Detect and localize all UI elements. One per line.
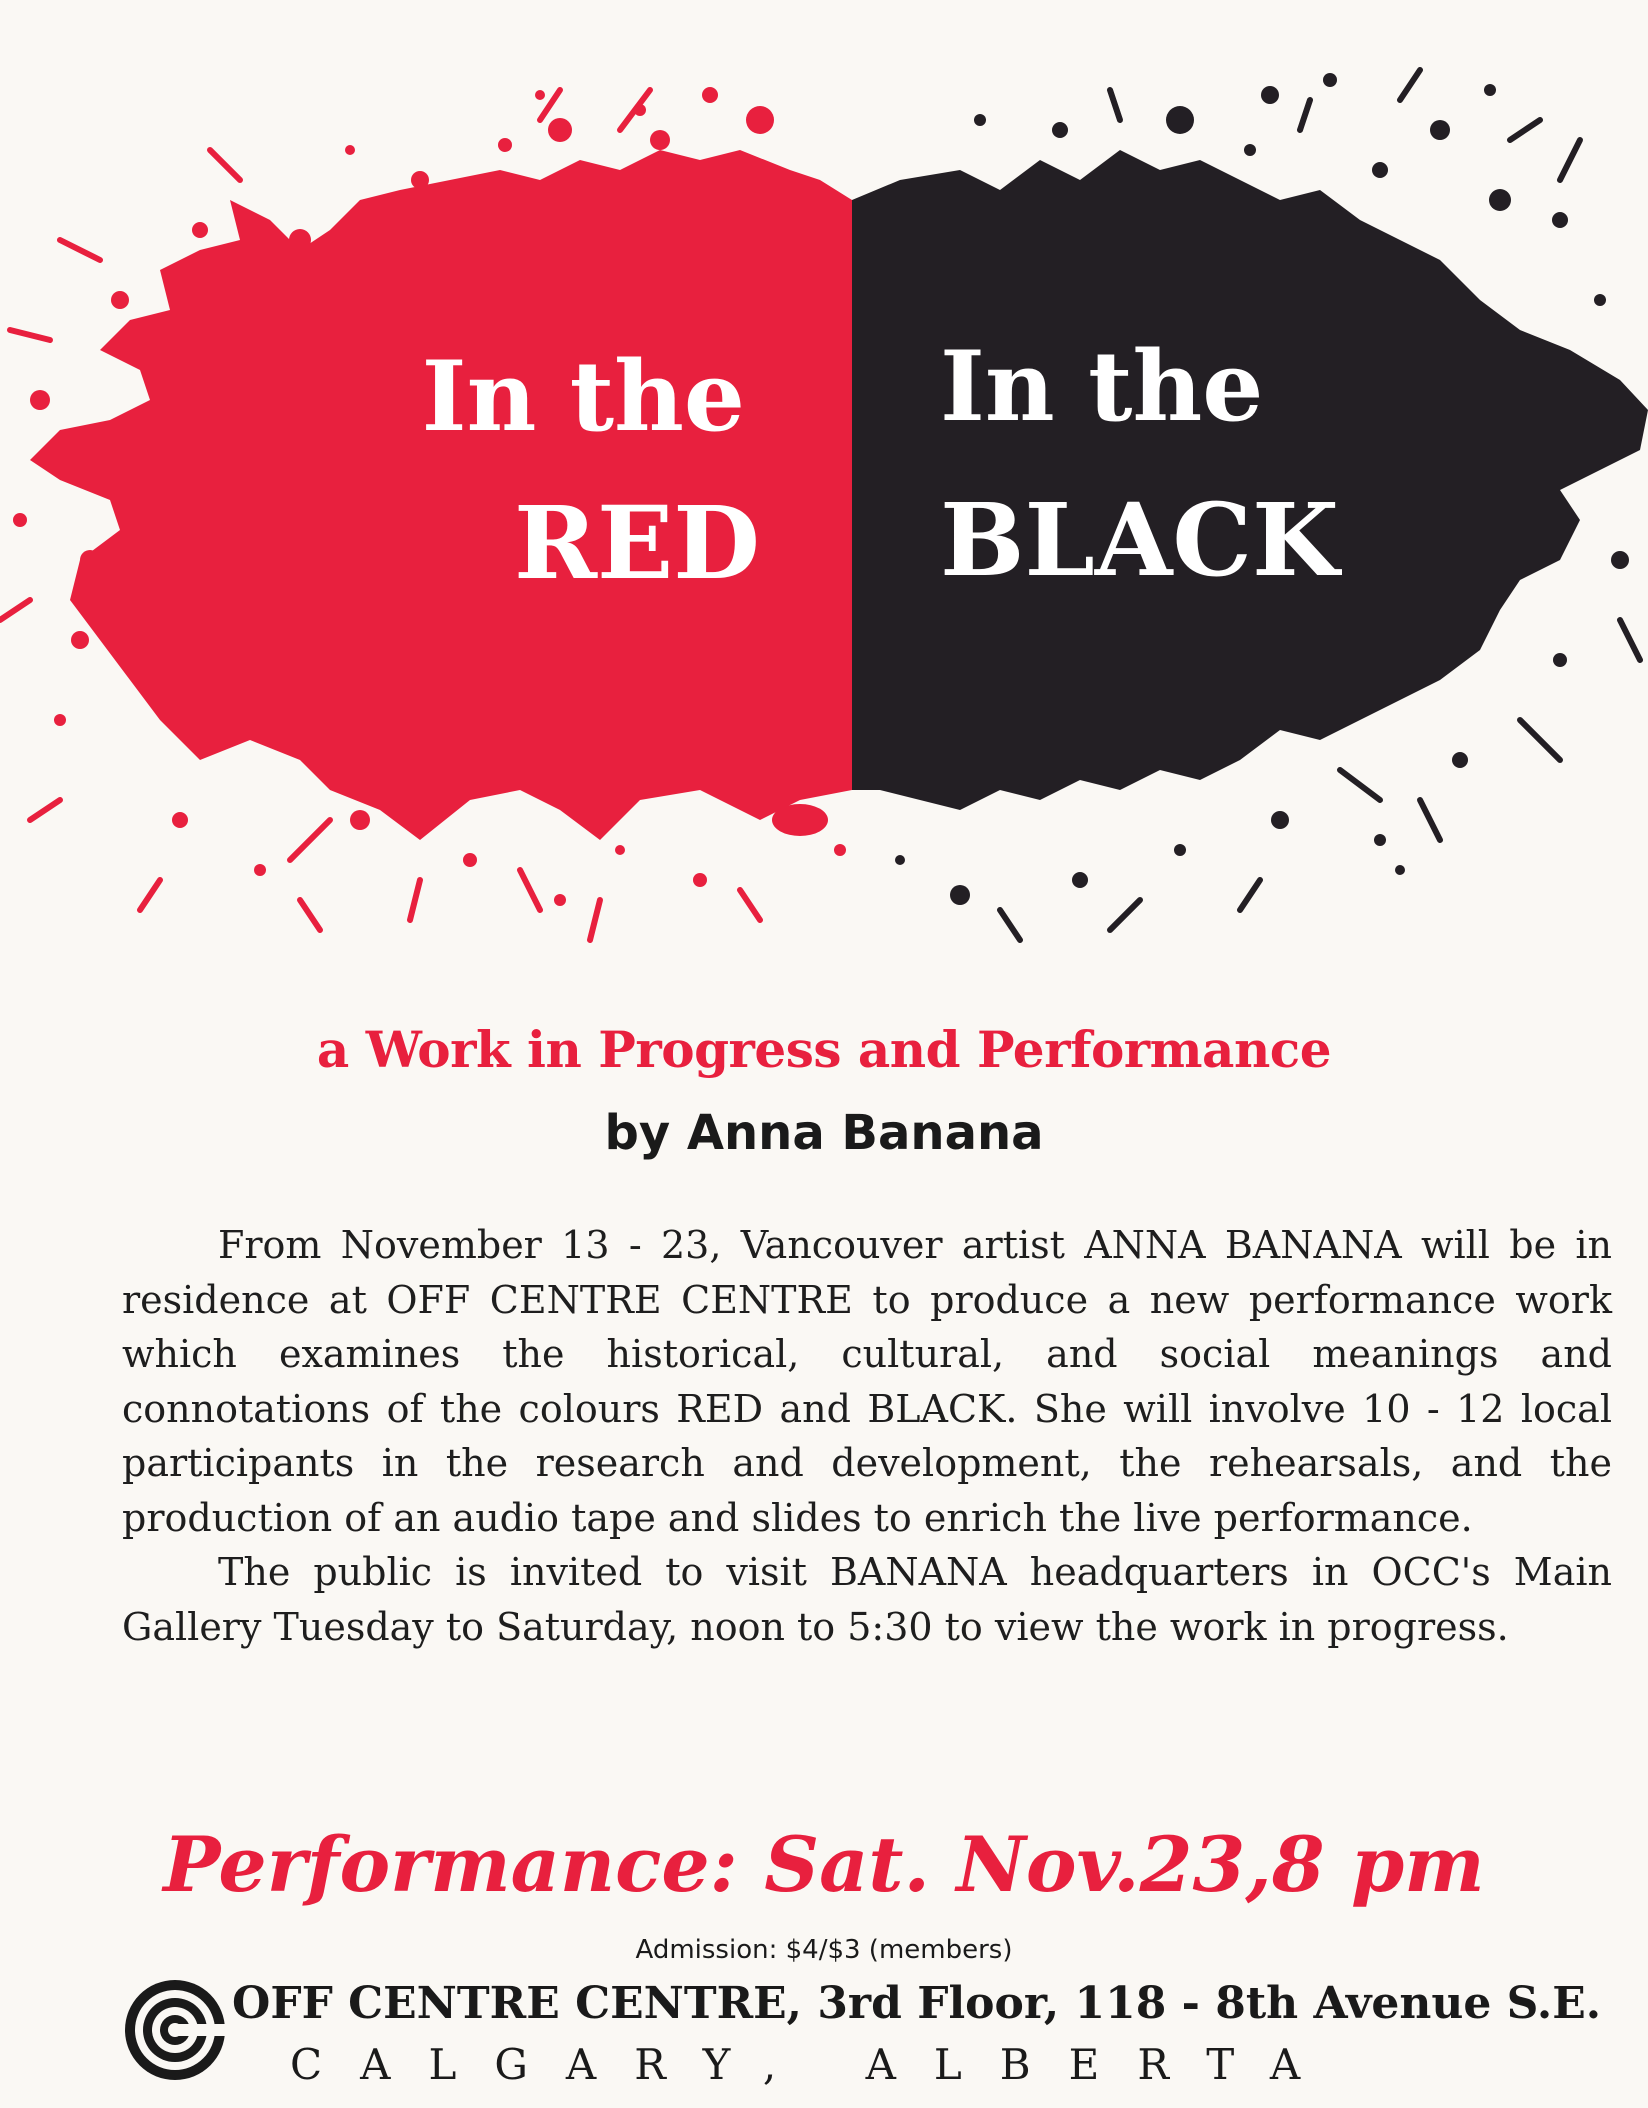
venue-address: OFF CENTRE CENTRE, 3rd Floor, 118 - 8th Avenue S.E. — [232, 1978, 1602, 2029]
title-red-line2: RED — [513, 484, 760, 602]
body-text — [122, 1218, 1612, 1654]
body-paragraph-2: The public is invited to visit BANANA headquarters in OCC's Main Gallery Tuesday to Saturday, noon to 5:30 to view the work in progress. — [122, 1550, 1612, 1649]
title-red-line1: In the — [421, 340, 745, 453]
performance-date: Performance: Sat. Nov.23,8 pm — [163, 1820, 1485, 1909]
target-logo-icon — [120, 1975, 230, 2085]
paint-splash-header — [0, 0, 1648, 960]
venue-city: CALGARY, ALBERTA — [290, 2040, 1339, 2089]
subtitle: a Work in Progress and Performance — [316, 1020, 1332, 1079]
byline: by Anna Banana — [604, 1105, 1044, 1161]
body-paragraph-1: From November 13 - 23, Vancouver artist ANNA BANANA will be in residence at OFF CENTRE CENTRE to produce a new performance work which examines the historical, cultural, and social meanings and connotations of the colours RED and BLACK. She will involve 10 - 12 local participants in the research and development, the rehearsals, and the production of an audio tape and slides to enrich the live performance. — [122, 1223, 1612, 1540]
admission-price: Admission: $4/$3 (members) — [635, 1935, 1013, 1965]
title-black-line2: BLACK — [940, 481, 1339, 599]
title-black-line1: In the — [940, 330, 1264, 443]
